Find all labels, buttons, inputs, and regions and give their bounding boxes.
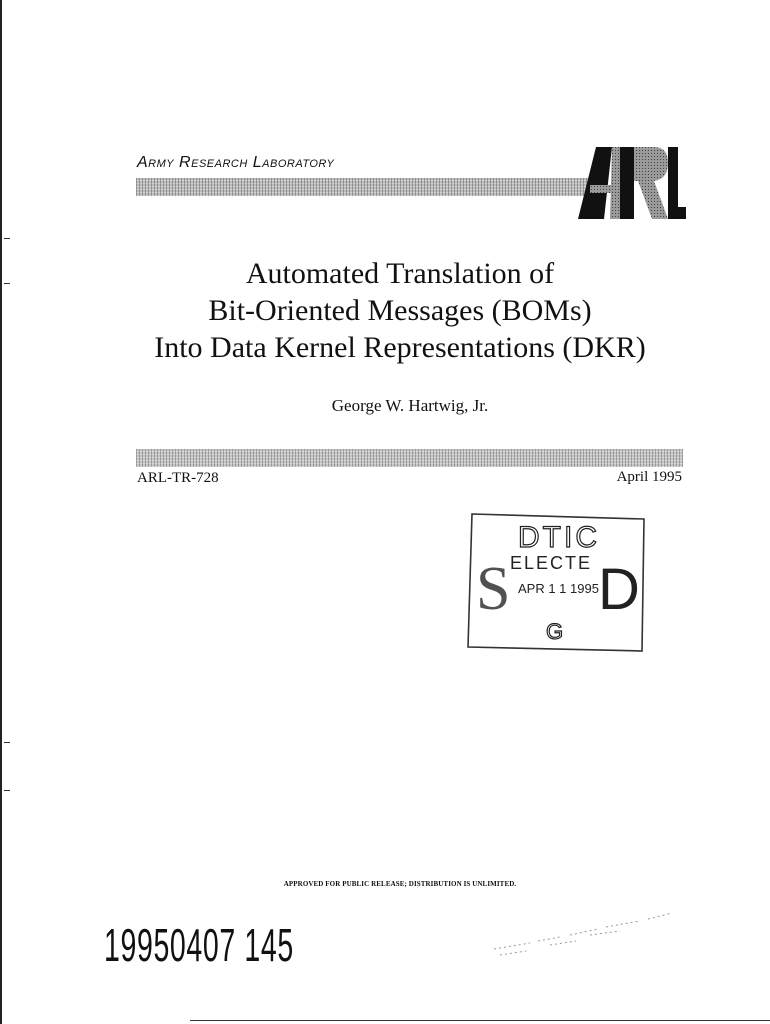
stamp-date: APR 1 1 1995 xyxy=(518,581,599,596)
stamp-letter-right: D xyxy=(598,557,640,622)
title-line-3: Into Data Kernel Representations (DKR) xyxy=(154,331,646,364)
release-statement: APPROVED FOR PUBLIC RELEASE; DISTRIBUTION IS UNLIMITED. xyxy=(283,880,517,888)
title-line-1: Automated Translation of xyxy=(245,257,555,290)
dtic-electe-stamp xyxy=(466,511,646,653)
scan-mark xyxy=(4,238,10,239)
stamp-status: ELECTE xyxy=(510,553,593,573)
title-line-2: Bit-Oriented Messages (BOMs) xyxy=(208,294,592,327)
scan-left-edge xyxy=(0,0,2,1024)
stamp-org: DTIC xyxy=(518,521,600,554)
report-number: ARL-TR-728 xyxy=(137,470,219,486)
lab-name: Army Research Laboratory xyxy=(137,154,335,171)
report-band xyxy=(136,449,683,467)
author: George W. Hartwig, Jr. xyxy=(331,396,489,415)
faint-quality-stamp xyxy=(490,905,675,957)
arl-logo-label: ARL xyxy=(576,141,578,142)
report-date: April 1995 xyxy=(616,469,682,485)
stamp-letter-left: S xyxy=(476,555,511,623)
document-number: 19950407 145 xyxy=(104,919,294,971)
scan-mark xyxy=(4,742,10,743)
header-band xyxy=(136,178,588,196)
scan-mark xyxy=(4,790,10,791)
arl-logo xyxy=(576,141,686,221)
bottom-rule xyxy=(190,1020,770,1021)
scan-mark xyxy=(4,283,10,284)
stamp-grade: G xyxy=(546,619,564,644)
